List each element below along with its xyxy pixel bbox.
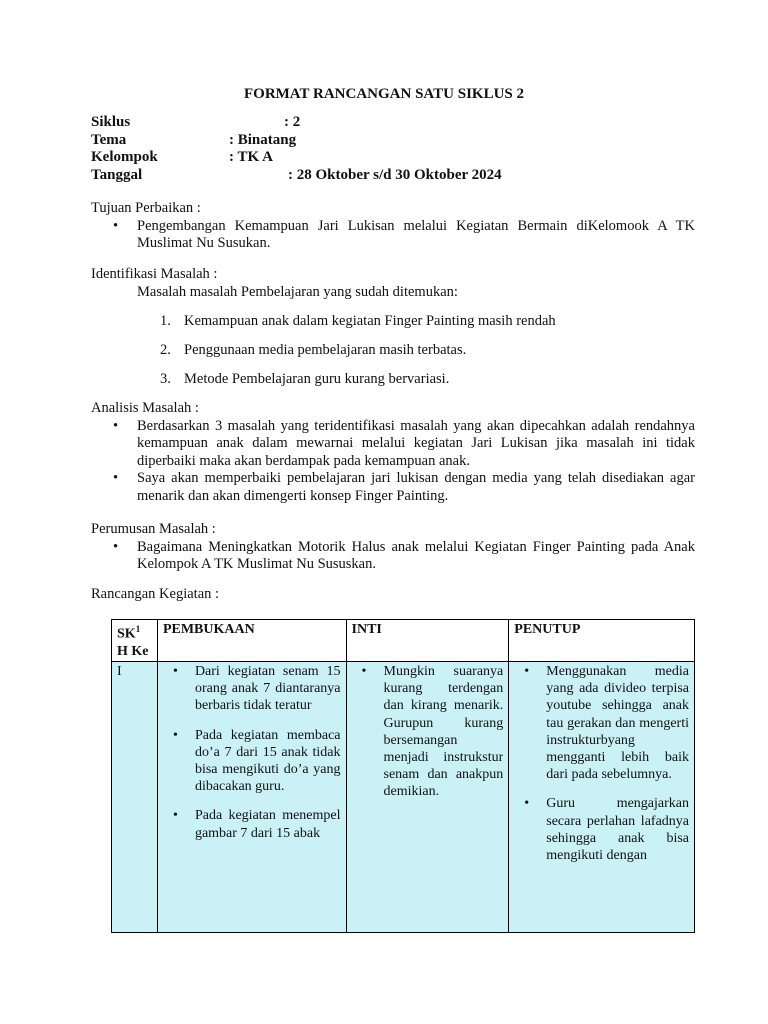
rancangan-section: [91, 586, 695, 604]
header-inti: INTI: [346, 620, 509, 662]
identifikasi-intro: Masalah masalah Pembelajaran yang sudah ditemukan:: [137, 283, 458, 300]
penutup-cell: [509, 662, 695, 933]
pembukaan-item: • Dari kegiatan senam 15 orang anak 7 diantaranya berbaris tidak teratur: [163, 663, 341, 715]
identifikasi-section: [91, 266, 695, 400]
tujuan-heading: Tujuan Perbaikan :: [91, 200, 201, 216]
tema-label: Tema: [91, 131, 127, 148]
table-row: [112, 662, 695, 933]
siklus-label: Siklus: [91, 114, 131, 130]
analisis-section: [91, 400, 695, 505]
header-pembukaan: PEMBUKAAN: [157, 620, 346, 662]
identifikasi-item: 2. Penggunaan media pembelajaran masih terbatas.: [160, 341, 467, 358]
analisis-heading: Analisis Masalah :: [91, 400, 199, 416]
penutup-item: • Guru mengajarkan secara perlahan lafadnya sehingga anak bisa mengikuti dengan: [514, 795, 689, 864]
pembukaan-cell: [157, 662, 346, 933]
perumusan-heading: Perumusan Masalah :: [91, 521, 216, 537]
tema-value: : Binatang: [229, 131, 297, 148]
rancangan-heading: Rancangan Kegiatan :: [91, 586, 220, 602]
perumusan-bullet: • Bagaimana Meningkatkan Motorik Halus anak melalui Kegiatan Finger Painting pada Anak Kelompok A TK Muslimat Nu Sususkan.: [91, 539, 695, 574]
penutup-item: • Menggunakan media yang ada divideo terpisa youtube sehingga anak tau gerakan dan mengerti instrukturbyang mengganti lebih baik dari pada sebelumnya.: [514, 663, 689, 783]
pembukaan-item: • Pada kegiatan membaca do’a 7 dari 15 anak tidak bisa mengikuti do’a yang dibacakan guru.: [163, 727, 341, 796]
identifikasi-item: 3. Metode Pembelajaran guru kurang bervariasi.: [160, 370, 450, 387]
tujuan-section: [91, 200, 695, 253]
pembukaan-item: • Pada kegiatan menempel gambar 7 dari 15 abak: [163, 807, 341, 841]
siklus-value: : 2: [284, 114, 301, 130]
kelompok-value: : TK A: [229, 149, 273, 165]
analisis-bullet: • Saya akan memperbaiki pembelajaran jari lukisan dengan media yang telah disediakan agar menarik dan akan dimengerti konsep Finger Painting.: [91, 470, 695, 505]
tanggal-value: : 28 Oktober s/d 30 Oktober 2024: [288, 166, 502, 183]
kelompok-label: Kelompok: [91, 149, 158, 165]
analisis-bullet: • Berdasarkan 3 masalah yang teridentifikasi masalah yang akan dipecahkan adalah rendahnya kemampuan anak dalam mewarnai melalui kegiatan Jari Lukisan jika masalah ini tidak diperbaiki maka akan berdampak pada kemampuan anak.: [91, 418, 695, 471]
document-title: FORMAT RANCANGAN SATU SIKLUS 2: [243, 86, 525, 102]
rancangan-table: [111, 619, 695, 933]
table-header-row: [112, 620, 695, 662]
header-penutup: PENUTUP: [509, 620, 695, 662]
identifikasi-item: 1. Kemampuan anak dalam kegiatan Finger Painting masih rendah: [160, 312, 556, 329]
inti-item: • Mungkin suaranya kurang terdengan dan kirang menarik. Gurupun kurang bersemangan menjadi instrukstur senam dan anakpun demikian.: [352, 663, 504, 801]
tujuan-bullet: • Pengembangan Kemampuan Jari Lukisan melalui Kegiatan Bermain diKelomook A TK Muslimat Nu Susukan.: [91, 218, 695, 253]
header-sk-hari: $SK^1$ H Ke: [112, 620, 158, 662]
row-label-cell: I: [112, 662, 158, 933]
inti-cell: [346, 662, 509, 933]
identifikasi-heading: Identifikasi Masalah :: [91, 266, 218, 282]
tanggal-label: Tanggal: [91, 166, 143, 183]
perumusan-section: [91, 521, 695, 574]
